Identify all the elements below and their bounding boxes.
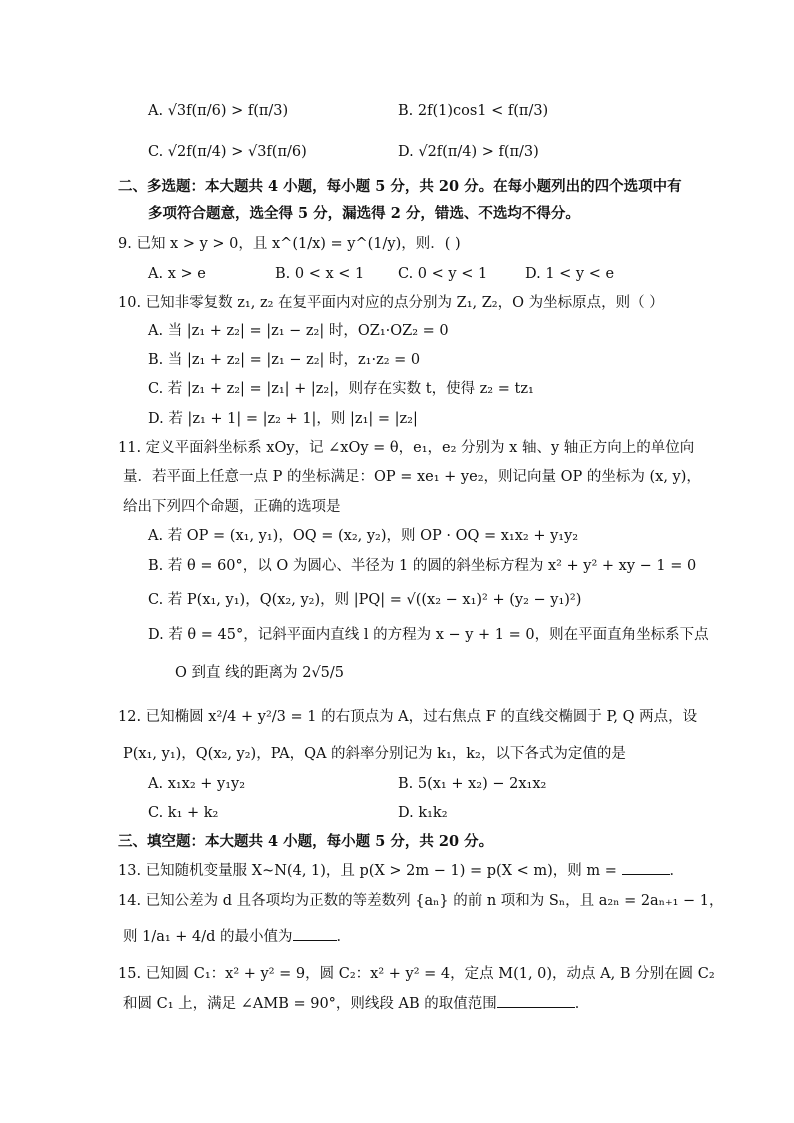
q10-option-d: D. 若 |z₁ + 1| = |z₂ + 1|，则 |z₁| = |z₂| xyxy=(148,411,418,427)
section2-heading-cont: 多项符合题意，选全得 5 分，漏选得 2 分，错选、不选均不得分。 xyxy=(148,205,580,222)
section3-heading: 三、填空题：本大题共 4 小题，每小题 5 分，共 20 分。 xyxy=(118,833,494,850)
q11-option-c: C. 若 P(x₁, y₁)，Q(x₂, y₂)，则 |PQ| = √((x₂ − x₁)² + (y₂ − y₁)²) xyxy=(148,592,582,608)
q14-text: 则 1/a₁ + 4/d 的最小值为 xyxy=(123,929,293,945)
q10-option-c: C. 若 |z₁ + z₂| = |z₁| + |z₂|，则存在实数 t，使得 z₂ = tz₁ xyxy=(148,381,534,397)
q8-option-a: A. √3f(π/6) > f(π/3) xyxy=(148,103,289,119)
q9-stem: 9. 已知 x > y > 0，且 x^(1/x) = y^(1/y)，则．( ) xyxy=(118,236,461,252)
q11-option-d: D. 若 θ = 45°，记斜平面内直线 l 的方程为 x − y + 1 = 0，则在平面直角坐标系下点 xyxy=(148,627,709,643)
q13-answer-blank[interactable] xyxy=(622,860,670,875)
q11-stem-line1: 11. 定义平面斜坐标系 xOy，记 ∠xOy = θ，e₁，e₂ 分别为 x 轴、y 轴正方向上的单位向 xyxy=(118,440,695,456)
q11-option-a: A. 若 OP = (x₁, y₁)，OQ = (x₂, y₂)，则 OP · OQ = x₁x₂ + y₁y₂ xyxy=(148,528,579,544)
q15-text: 和圆 C₁ 上，满足 ∠AMB = 90°，则线段 AB 的取值范围 xyxy=(123,996,497,1012)
q13-text: 13. 已知随机变量服 X~N(4, 1)，且 p(X > 2m − 1) = p(X < m)，则 m = xyxy=(118,863,622,879)
q11-option-d-cont: O 到直 线的距离为 2√5/5 xyxy=(175,665,345,681)
q13-end: ． xyxy=(669,863,685,879)
q12-stem-line2: P(x₁, y₁)，Q(x₂, y₂)，PA，QA 的斜率分别记为 k₁，k₂，以下各式为定值的是 xyxy=(123,746,626,762)
q12-option-a: A. x₁x₂ + y₁y₂ xyxy=(148,776,246,792)
q12-option-c: C. k₁ + k₂ xyxy=(148,805,219,821)
q14-answer-blank[interactable] xyxy=(293,926,337,941)
q8-option-d: D. √2f(π/4) > f(π/3) xyxy=(398,144,539,160)
q15-stem-line2 xyxy=(123,993,589,1015)
q14-end: ． xyxy=(336,929,352,945)
q8-option-b: B. 2f(1)cos1 < f(π/3) xyxy=(398,103,549,119)
q14-stem-line1: 14. 已知公差为 d 且各项均为正数的等差数列 {aₙ} 的前 n 项和为 Sₙ，且 a₂ₙ = 2aₙ₊₁ − 1， xyxy=(118,893,724,909)
q10-option-a: A. 当 |z₁ + z₂| = |z₁ − z₂| 时，OZ₁·OZ₂ = 0 xyxy=(148,323,449,339)
q9-option-d: D. 1 < y < e xyxy=(525,266,615,282)
q9-option-b: B. 0 < x < 1 xyxy=(275,266,365,282)
q11-option-b: B. 若 θ = 60°，以 O 为圆心、半径为 1 的圆的斜坐标方程为 x² + y² + xy − 1 = 0 xyxy=(148,558,697,574)
q15-end: ． xyxy=(574,996,590,1012)
q12-stem-line1: 12. 已知椭圆 x²/4 + y²/3 = 1 的右顶点为 A，过右焦点 F 的直线交椭圆于 P, Q 两点，设 xyxy=(118,709,698,725)
q15-stem-line1: 15. 已知圆 C₁：x² + y² = 9，圆 C₂：x² + y² = 4，定点 M(1, 0)，动点 A, B 分别在圆 C₂ xyxy=(118,966,715,982)
q10-stem: 10. 已知非零复数 z₁, z₂ 在复平面内对应的点分别为 Z₁, Z₂，O 为坐标原点，则（ ） xyxy=(118,295,664,311)
q13-stem xyxy=(118,860,684,882)
q9-option-c: C. 0 < y < 1 xyxy=(398,266,488,282)
q9-option-a: A. x > e xyxy=(148,266,206,282)
q15-answer-blank[interactable] xyxy=(497,993,575,1008)
q14-stem-line2 xyxy=(123,926,351,948)
q8-option-c: C. √2f(π/4) > √3f(π/6) xyxy=(148,144,307,160)
q11-stem-line2: 量．若平面上任意一点 P 的坐标满足：OP = xe₁ + ye₂，则记向量 OP 的坐标为 (x, y)， xyxy=(123,469,701,485)
section2-heading: 二、多选题：本大题共 4 小题，每小题 5 分，共 20 分。在每小题列出的四个选项中有 xyxy=(118,178,682,195)
q10-option-b: B. 当 |z₁ + z₂| = |z₁ − z₂| 时，z₁·z₂ = 0 xyxy=(148,352,421,368)
q12-option-b: B. 5(x₁ + x₂) − 2x₁x₂ xyxy=(398,776,547,792)
q12-option-d: D. k₁k₂ xyxy=(398,805,448,821)
q11-stem-line3: 给出下列四个命题，正确的选项是 xyxy=(123,499,341,515)
